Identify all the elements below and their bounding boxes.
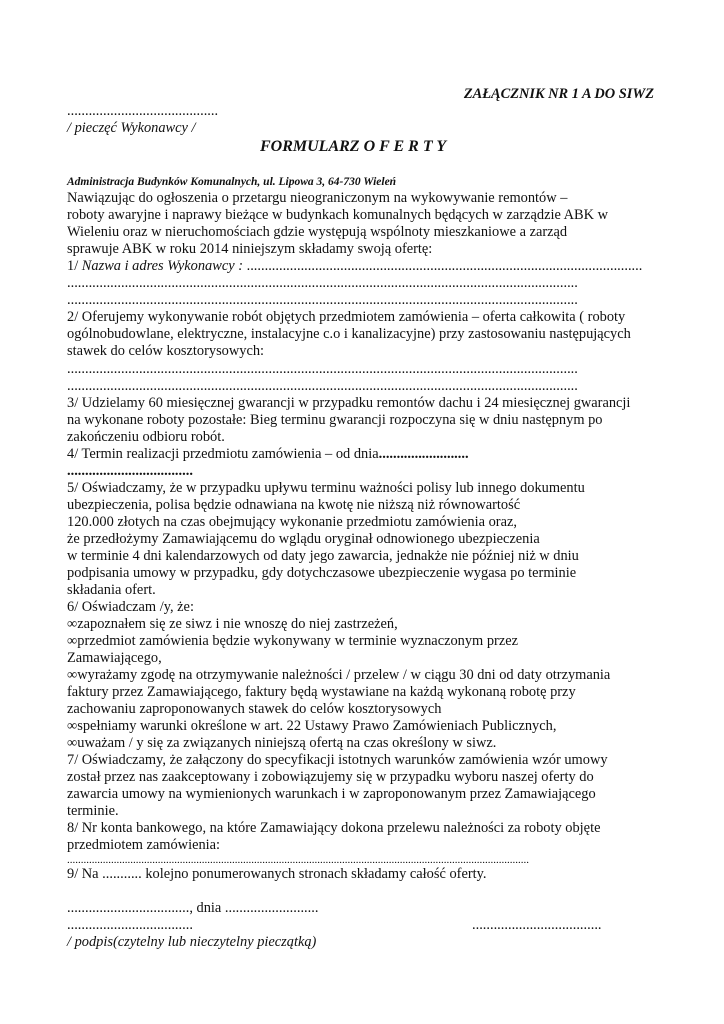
insurance-line: 120.000 złotych na czas obejmujący wykonanie przedmiotu zamówienia oraz, [67,514,517,530]
stamp-dots: .......................................... [67,103,219,119]
deadline-line [67,446,469,463]
section-number: 1/ [67,258,82,274]
signature-field-right[interactable]: .................................... [472,917,602,933]
declaration-item: ∞uważam / y się za związanych niniejszą ofertą na czas określony w siwz. [67,735,497,751]
contract-line: zawarcia umowy na wymienionych warunkach i w zaproponowanym przez Zamawiającego [67,786,596,802]
insurance-line: że przedłożymy Zamawiającemu do wglądu oryginał odnowionego ubezpieczenia [67,531,540,547]
rates-field[interactable]: .............................................................................................................................................. [67,361,578,377]
bank-account-field[interactable]: ........................................................................................................................................................................ [67,854,529,866]
declaration-item: Zamawiającego, [67,650,162,666]
contractor-name-field[interactable]: .............................................................................................................. [246,258,643,274]
bank-account-line: przedmiotem zamówienia: [67,837,221,853]
contract-line: został przez nas zaakceptowany i zobowiązujemy się w przypadku wyboru naszej oferty do [67,769,594,785]
deadline-date-field-continued[interactable]: ................................... [67,463,193,479]
declaration-item: ∞zapoznałem się ze siwz i nie wnoszę do niej zastrzeżeń, [67,616,398,632]
warranty-line: na wykonane roboty pozostałe: Bieg terminu gwarancji rozpoczyna się w dniu następnym po [67,412,603,428]
intro-line: sprawuje ABK w roku 2014 niniejszym składamy swoją ofertę: [67,241,433,257]
signature-field-left[interactable]: ................................... [67,917,193,933]
insurance-line: 5/ Oświadczamy, że w przypadku upływu terminu ważności polisy lub innego dokumentu [67,480,585,496]
declaration-item: ∞przedmiot zamówienia będzie wykonywany w terminie wyznaczonym przez [67,633,519,649]
rates-field[interactable]: .............................................................................................................................................. [67,378,578,394]
page-count-line: 9/ Na ........... kolejno ponumerowanych stronach składamy całość oferty. [67,866,487,882]
offer-line: 2/ Oferujemy wykonywanie robót objętych przedmiotem zamówienia – oferta całkowita ( roboty [67,309,626,325]
insurance-line: w terminie 4 dni kalendarzowych od daty jego zawarcia, jednakże nie później niż w dniu [67,548,579,564]
contractor-label: Nazwa i adres Wykonawcy : [81,258,247,274]
warranty-line: 3/ Udzielamy 60 miesięcznej gwarancji w przypadku remontów dachu i 24 miesięcznej gwarancji [67,395,631,411]
annex-label: ZAŁĄCZNIK NR 1 A DO SIWZ [463,86,654,102]
intro-line: roboty awaryjne i naprawy bieżące w budynkach komunalnych będących w zarządzie ABK w [67,207,609,223]
declaration-item: ∞wyrażamy zgodę na otrzymywanie należności / przelew / w ciągu 30 dni od daty otrzymania [67,667,611,683]
warranty-line: zakończeniu odbioru robót. [67,429,225,445]
declaration-item: ∞spełniamy warunki określone w art. 22 Ustawy Prawo Zamówieniach Publicznych, [67,718,557,734]
signature-label: / podpis(czytelny lub nieczytelny pieczątką) [67,934,317,950]
stamp-label: / pieczęć Wykonawcy / [67,120,196,136]
contractor-line [67,258,642,275]
contractor-address-field[interactable]: .............................................................................................................................................. [67,275,578,291]
addressee: Administracja Budynków Komunalnych, ul. Lipowa 3, 64-730 Wieleń [67,176,397,188]
place-date-field[interactable]: .................................., dnia .......................... [67,900,319,916]
page-title: FORMULARZ O F E R T Y [260,138,447,155]
declaration-item: faktury przez Zamawiającego, faktury będą wystawiane na każdą wykonaną robotę przy [67,684,576,700]
intro-line: Nawiązując do ogłoszenia o przetargu nieograniczonym na wykowywanie remontów – [67,190,568,206]
insurance-line: podpisania umowy w przypadku, gdy dotychczasowe ubezpieczenie wygasa po terminie [67,565,577,581]
offer-line: ogólnobudowlane, elektryczne, instalacyjne c.o i kanalizacyjne) przy zastosowaniu następujących [67,326,631,342]
declaration-line: 6/ Oświadczam /y, że: [67,599,194,615]
offer-line: stawek do celów kosztorysowych: [67,343,265,359]
bank-account-line: 8/ Nr konta bankowego, na które Zamawiający dokona przelewu należności za roboty objęte [67,820,601,836]
deadline-date-field[interactable]: ......................... [378,446,469,462]
deadline-text: 4/ Termin realizacji przedmiotu zamówienia – od dnia [67,446,379,462]
contract-line: terminie. [67,803,119,819]
insurance-line: składania ofert. [67,582,156,598]
intro-line: Wieleniu oraz w nieruchomościach gdzie występują wspólnoty mieszkaniowe a zarząd [67,224,568,240]
contract-line: 7/ Oświadczamy, że załączony do specyfikacji istotnych warunków zamówienia wzór umowy [67,752,608,768]
declaration-item: zachowaniu zaproponowanych stawek do celów kosztorysowych [67,701,442,717]
insurance-line: ubezpieczenia, polisa będzie odnawiana na kwotę nie niższą niż równowartość [67,497,521,513]
contractor-address-field[interactable]: .............................................................................................................................................. [67,292,578,308]
